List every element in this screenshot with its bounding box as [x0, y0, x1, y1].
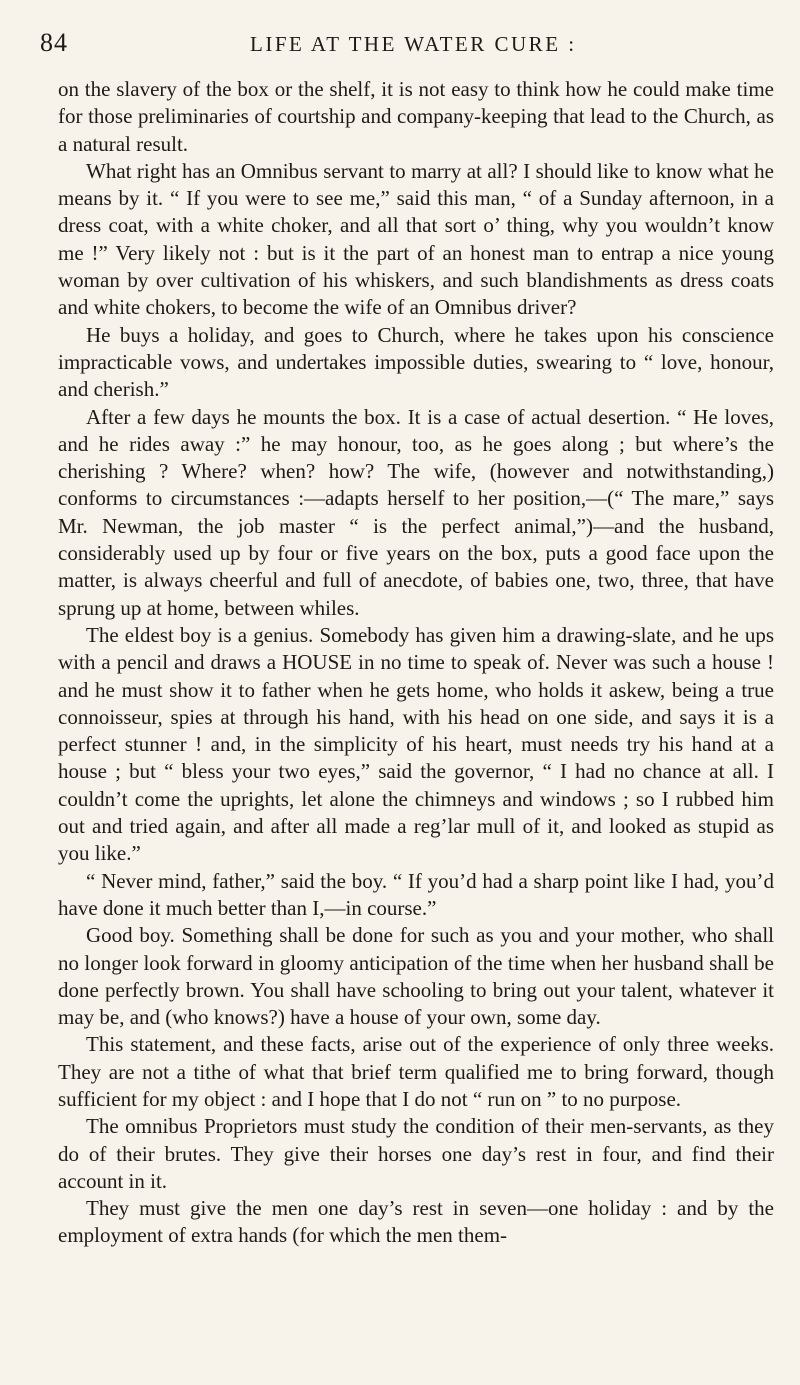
- paragraph: He buys a holiday, and goes to Church, where he takes upon his conscience impracticable vows, and undertakes impossible duties, swearing to “ love, honour, and cherish.”: [58, 322, 774, 402]
- paragraph: They must give the men one day’s rest in seven—one holiday : and by the employment of extra hands (for which the men them-: [58, 1196, 774, 1248]
- paragraph: After a few days he mounts the box. It is a case of actual desertion. “ He loves, and he rides away :” he may honour, too, as he goes along ; but where’s the cherishing ? Where? when? how? The wife, (however and notwithstanding,) conforms to circumstances :—adapts herself to her position,—(“ The mare,” says Mr. Newman, the job master “ is the perfect animal,”)—and the husband, considerably used up by four or five years on the box, puts a good face upon the matter, is always cheerful and full of anecdote, of babies one, two, three, that have sprung up at home, between whiles.: [58, 404, 774, 620]
- page-header: [40, 22, 740, 62]
- paragraph: What right has an Omnibus servant to marry at all? I should like to know what he means by it. “ If you were to see me,” said this man, “ of a Sunday afternoon, in a dress coat, with a white choker, and all that sort o’ thing, why you wouldn’t know me !” Very likely not : but is it the part of an honest man to entrap a nice young woman by over cultivation of his whiskers, and such blandishments as dress coats and white chokers, to become the wife of an Omnibus driver?: [58, 158, 774, 320]
- running-head: LIFE AT THE WATER CURE :: [250, 32, 577, 56]
- paragraph: The eldest boy is a genius. Somebody has given him a drawing-slate, and he ups with a pencil and draws a HOUSE in no time to speak of. Never was such a house ! and he must show it to father when he gets home, who holds it askew, being a true connoisseur, spies at through his hand, with his head on one side, and says it is a perfect stunner ! and, in the simplicity of his heart, must needs try his hand at a house ; but “ bless your two eyes,” said the governor, “ I had no chance at all. I couldn’t come the uprights, let alone the chimneys and windows ; so I rubbed him out and tried again, and after all made a reg’lar mull of it, and looked as stupid as you like.”: [58, 622, 774, 866]
- paragraph: on the slavery of the box or the shelf, it is not easy to think how he could make time for those preliminaries of courtship and company-keeping that lead to the Church, as a natural result.: [58, 77, 774, 156]
- paragraph: “ Never mind, father,” said the boy. “ If you’d had a sharp point like I had, you’d have done it much better than I,—in course.”: [58, 868, 774, 920]
- paragraph: This statement, and these facts, arise out of the experience of only three weeks. They are not a tithe of what that brief term qualified me to bring forward, though sufficient for my object : and I hope that I do not “ run on ” to no purpose.: [58, 1032, 774, 1111]
- paragraph: Good boy. Something shall be done for such as you and your mother, who shall no longer look forward in gloomy anticipation of the time when her husband shall be done perfectly brown. You shall have schooling to bring out your talent, whatever it may be, and (who knows?) have a house of your own, some day.: [58, 923, 774, 1030]
- page-number: 84: [40, 28, 68, 57]
- body-text: [58, 76, 774, 1250]
- paragraph: The omnibus Proprietors must study the condition of their men-servants, as they do of their brutes. They give their horses one day’s rest in four, and find their account in it.: [58, 1114, 774, 1193]
